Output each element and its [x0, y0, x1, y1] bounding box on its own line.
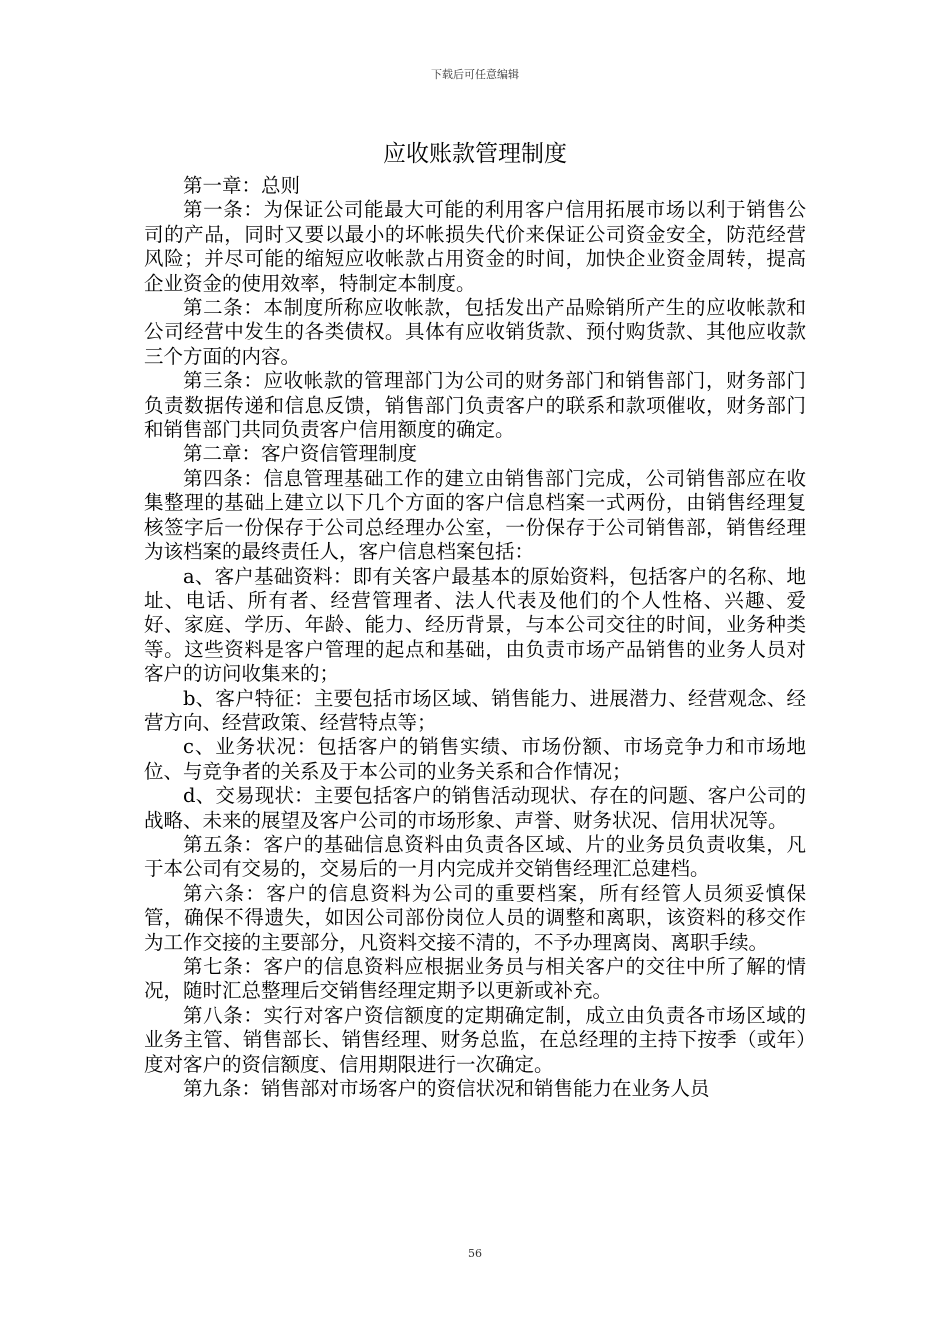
list-item-paragraph: c、业务状况：包括客户的销售实绩、市场份额、市场竞争力和市场地位、与竞争者的关系及于本公司的业务关系和合作情况；	[144, 735, 806, 783]
article-paragraph: 第三条：应收帐款的管理部门为公司的财务部门和销售部门，财务部门负责数据传递和信息反馈，销售部门负责客户的联系和款项催收，财务部门和销售部门共同负责客户信用额度的确定。	[144, 369, 806, 442]
article-paragraph: 第二条：本制度所称应收帐款，包括发出产品赊销所产生的应收帐款和公司经营中发生的各类债权。具体有应收销货款、预付购货款、其他应收款三个方面的内容。	[144, 296, 806, 368]
article-paragraph: 第四条：信息管理基础工作的建立由销售部门完成，公司销售部应在收集整理的基础上建立以下几个方面的客户信息档案一式两份，由销售经理复核签字后一份保存于公司总经理办公室，一份保存于公司销售部，销售经理为该档案的最终责任人，客户信息档案包括：	[144, 466, 806, 564]
article-paragraph: 第一条：为保证公司能最大可能的利用客户信用拓展市场以利于销售公司的产品，同时又要以最小的坏帐损失代价来保证公司资金安全，防范经营风险；并尽可能的缩短应收帐款占用资金的时间，加快企业资金周转，提高企业资金的使用效率，特制定本制度。	[144, 198, 806, 295]
document-body	[144, 174, 806, 1101]
article-paragraph: 第九条：销售部对市场客户的资信状况和销售能力在业务人员	[183, 1077, 710, 1101]
article-paragraph: 第七条：客户的信息资料应根据业务员与相关客户的交往中所了解的情况，随时汇总整理后交销售经理定期予以更新或补充。	[144, 955, 806, 1003]
page-header-note: 下载后可任意编辑	[431, 68, 519, 81]
article-paragraph: 第五条：客户的基础信息资料由负责各区域、片的业务员负责收集，凡于本公司有交易的，交易后的一月内完成并交销售经理汇总建档。	[144, 832, 806, 881]
document-title: 应收账款管理制度	[383, 141, 567, 167]
article-paragraph: 第八条：实行对客户资信额度的定期确定制，成立由负责各市场区域的业务主管、销售部长、销售经理、财务总监，在总经理的主持下按季（或年）度对客户的资信额度、信用期限进行一次确定。	[144, 1003, 806, 1076]
page-number: 56	[468, 1247, 482, 1260]
list-item-paragraph: b、客户特征：主要包括市场区域、销售能力、进展潜力、经营观念、经营方向、经营政策、经营特点等；	[144, 686, 806, 734]
chapter-heading: 第二章：客户资信管理制度	[183, 442, 418, 466]
list-item-paragraph: a、客户基础资料：即有关客户最基本的原始资料，包括客户的名称、地址、电话、所有者、经营管理者、法人代表及他们的个人性格、兴趣、爱好、家庭、学历、年龄、能力、经历背景，与本公司交往的时间，业务种类等。这些资料是客户管理的起点和基础，由负责市场产品销售的业务人员对客户的访问收集来的；	[144, 564, 806, 686]
chapter-heading: 第一章：总则	[183, 174, 301, 197]
article-paragraph: 第六条：客户的信息资料为公司的重要档案，所有经管人员须妥慎保管，确保不得遗失，如因公司部份岗位人员的调整和离职，该资料的移交作为工作交接的主要部分，凡资料交接不清的，不予办理离岗、离职手续。	[144, 881, 806, 954]
list-item-paragraph: d、交易现状：主要包括客户的销售活动现状、存在的问题、客户公司的战略、未来的展望及客户公司的市场形象、声誉、财务状况、信用状况等。	[144, 784, 806, 832]
